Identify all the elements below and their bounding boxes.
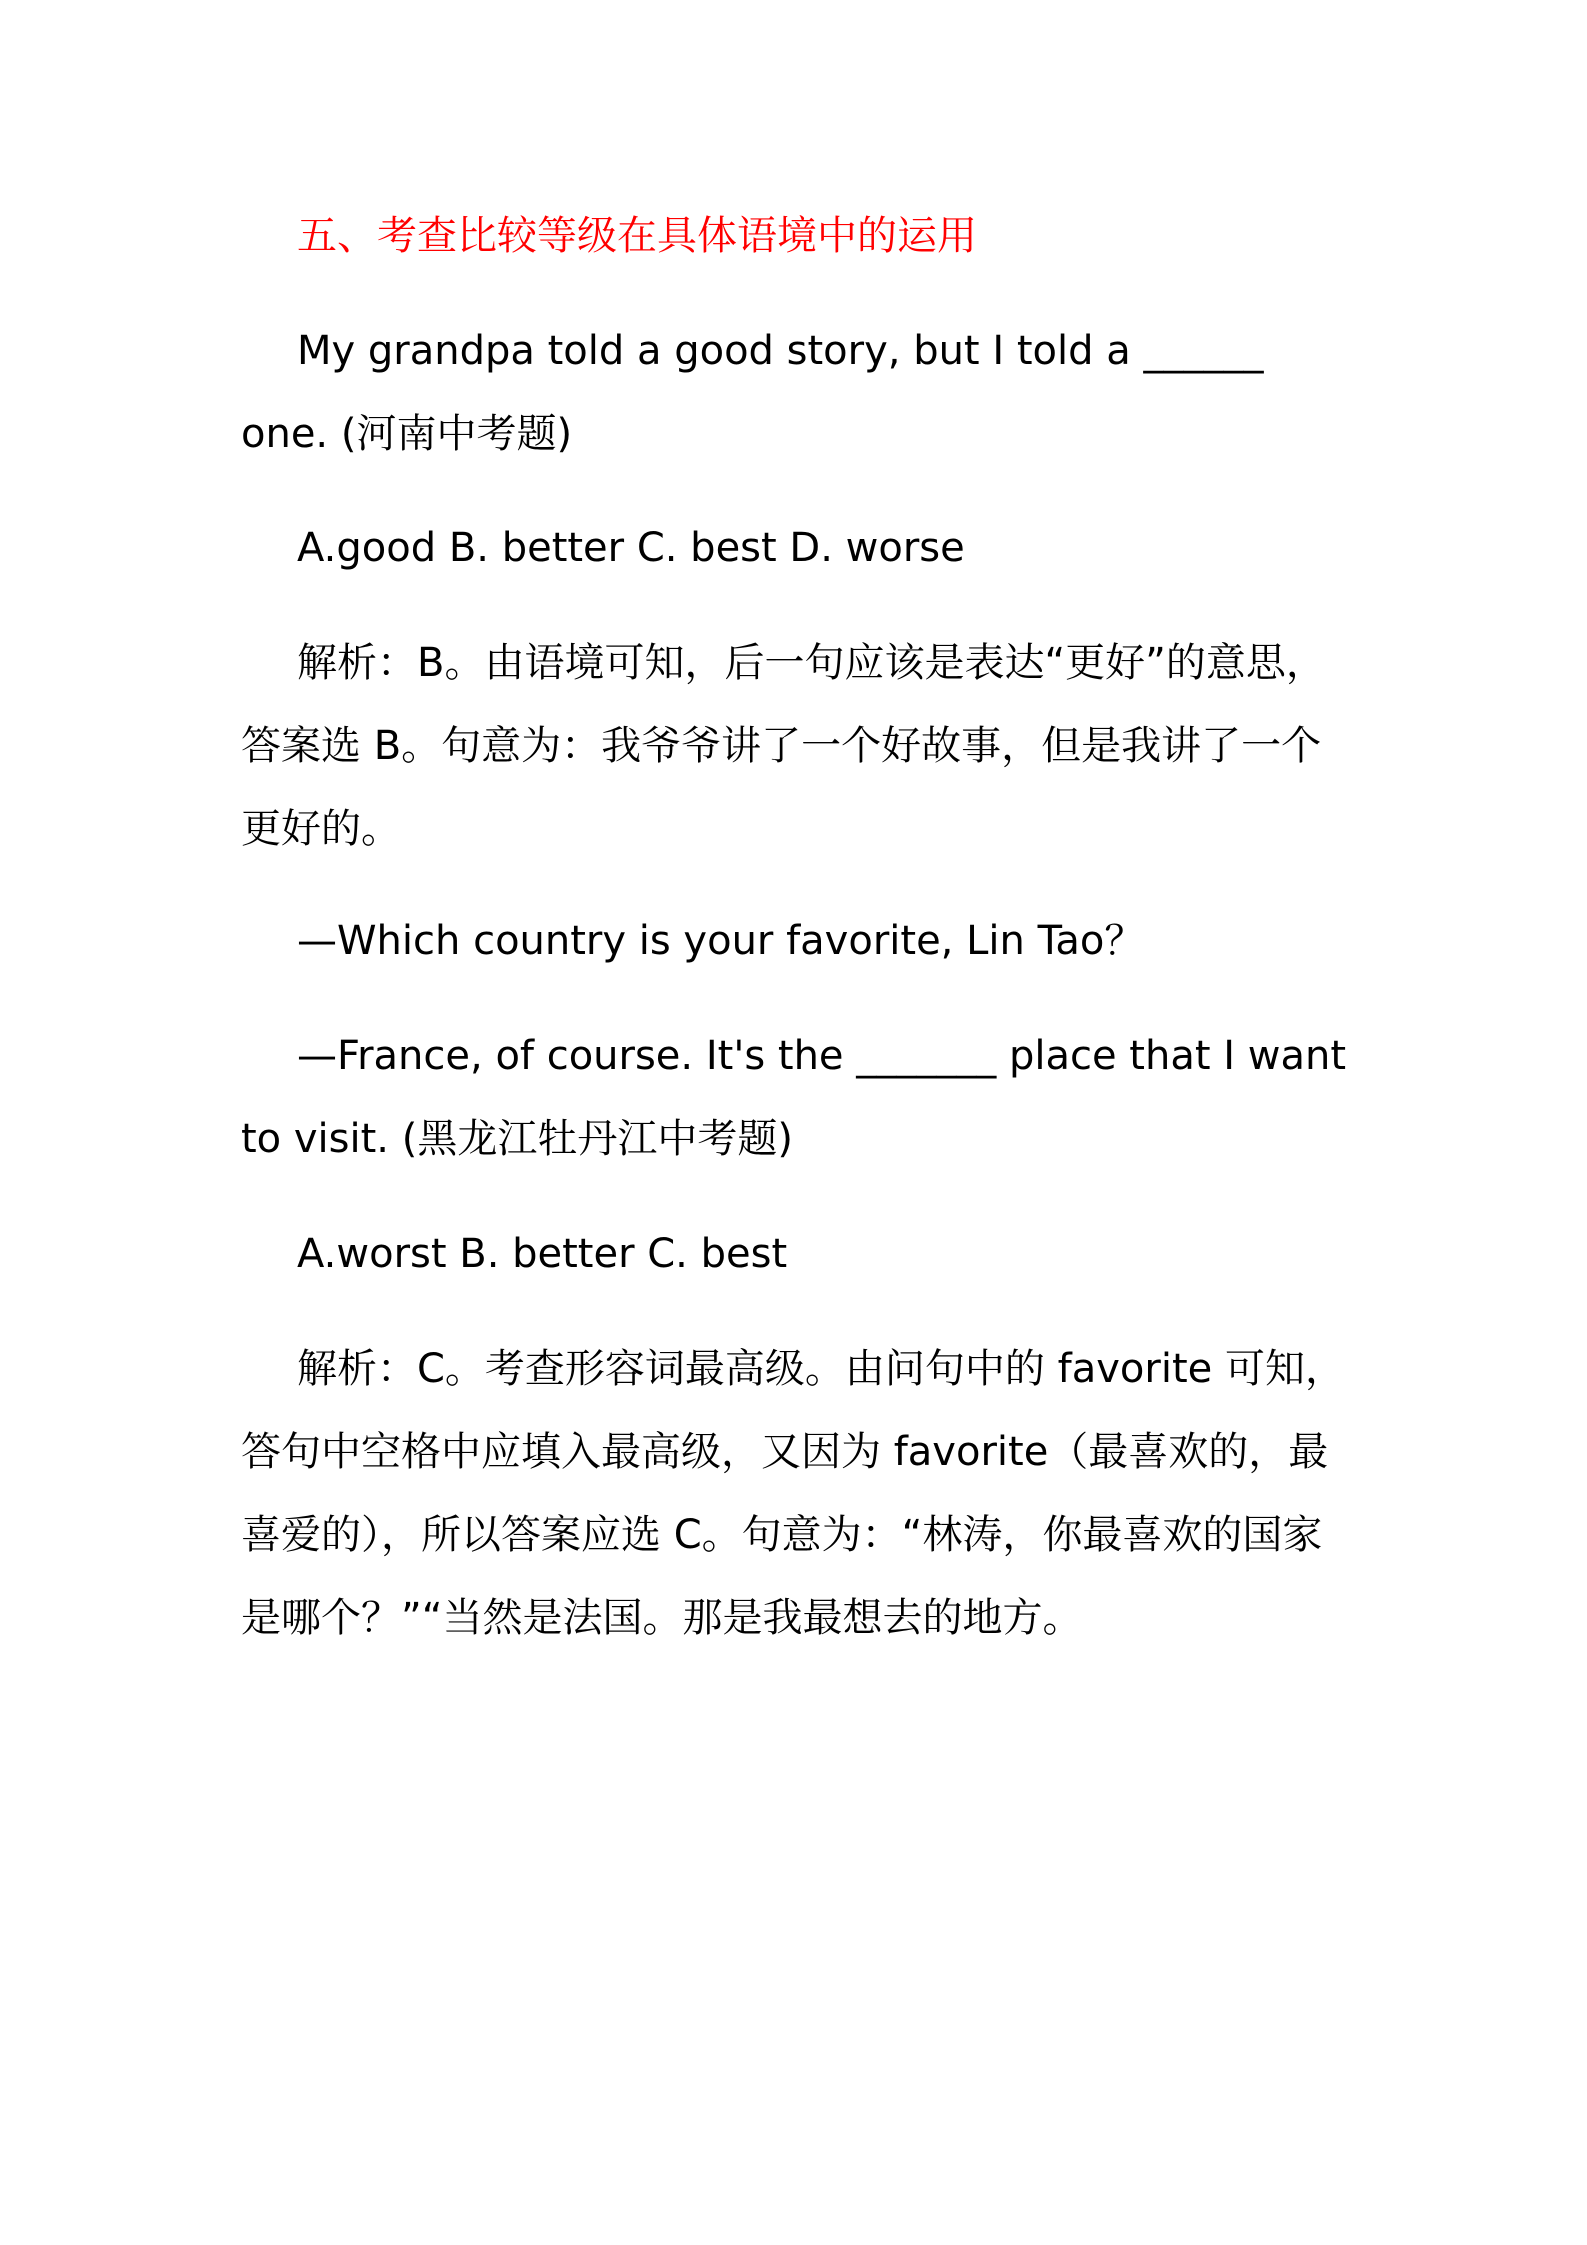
- question-1: My grandpa told a good story, but I told a ______ one. (河南中考题): [241, 328, 1277, 457]
- section-heading: 五、考查比较等级在具体语境中的运用: [297, 213, 977, 259]
- question-1-options: A.good B. better C. best D. worse: [297, 525, 965, 571]
- question-1-explanation: 解析：B。由语境可知，后一句应该是表达“更好”的意思，答案选 B。句意为：我爷爷讲了一个好故事，但是我讲了一个更好的。: [241, 640, 1326, 852]
- question-2-prompt: —Which country is your favorite, Lin Tao？: [297, 918, 1145, 964]
- question-2-options: A.worst B. better C. best: [297, 1231, 788, 1277]
- question-2-answer: —France, of course. It's the _______ place that I want to visit. (黑龙江牡丹江中考题): [241, 1033, 1359, 1162]
- question-2-explanation: 解析：C。考查形容词最高级。由问句中的 favorite 可知，答句中空格中应填入最高级，又因为 favorite（最喜欢的，最喜爱的），所以答案应选 C。句意为：“林涛，你最喜欢的国家是哪个？”“当然是法国。那是我最想去的地方。: [241, 1346, 1345, 1641]
